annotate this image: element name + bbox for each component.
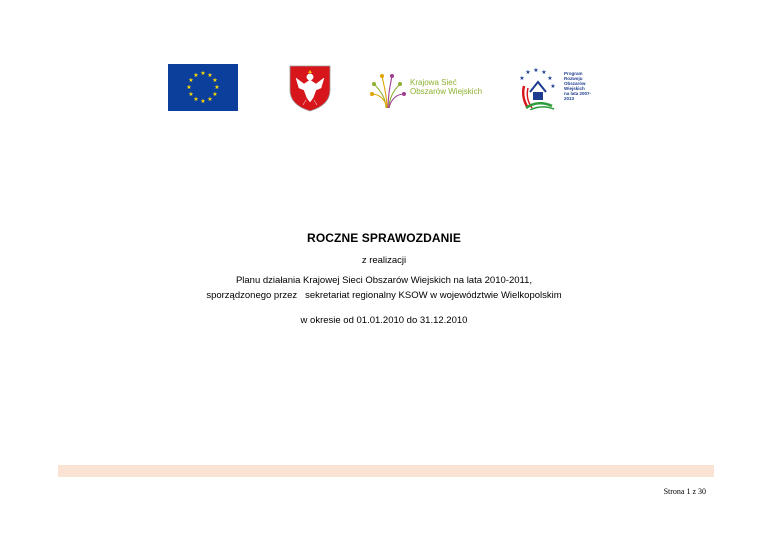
- svg-text:★: ★: [193, 96, 199, 103]
- document-description-line1: Planu działania Krajowej Sieci Obszarów Wiejskich na lata 2010-2011,: [235, 275, 533, 286]
- svg-text:★: ★: [525, 69, 531, 76]
- svg-text:★: ★: [533, 67, 539, 74]
- prow-logo-text: Program Rozwoju Obszarów Wiejskich na lata 2007-2013: [564, 71, 592, 101]
- ksow-logo-icon: [366, 64, 494, 114]
- ksow-logo-text-line2: Obszarów Wiejskich: [410, 87, 483, 96]
- svg-text:★: ★: [207, 72, 213, 79]
- document-subtitle: z realizacji: [361, 255, 407, 266]
- eu-flag-icon: [168, 64, 238, 111]
- svg-text:★: ★: [212, 77, 218, 84]
- svg-text:★: ★: [550, 83, 556, 90]
- svg-text:★: ★: [188, 91, 194, 98]
- document-title: ROCZNE SPRAWOZDANIE: [307, 231, 461, 245]
- svg-text:★: ★: [547, 75, 553, 82]
- page-number: Strona 1 z 30: [663, 487, 706, 496]
- svg-text:★: ★: [188, 77, 194, 84]
- ksow-logo-text-line1: Krajowa Sieć: [410, 78, 457, 87]
- prow-logo-icon: [512, 66, 592, 110]
- svg-text:★: ★: [212, 91, 218, 98]
- svg-text:★: ★: [541, 69, 547, 76]
- svg-text:★: ★: [186, 84, 192, 91]
- svg-text:★: ★: [207, 96, 213, 103]
- svg-text:★: ★: [519, 75, 525, 82]
- svg-text:★: ★: [193, 72, 199, 79]
- footer-band: [58, 465, 714, 477]
- svg-text:★: ★: [214, 84, 220, 91]
- svg-text:★: ★: [200, 98, 206, 105]
- white-eagle-shield-icon: [288, 64, 332, 112]
- reporting-period: w okresie od 01.01.2010 do 31.12.2010: [300, 315, 468, 326]
- document-description-line2: sporządzonego przez sekretariat regionalny KSOW w województwie Wielkopolskim: [206, 290, 562, 301]
- svg-text:★: ★: [200, 70, 206, 77]
